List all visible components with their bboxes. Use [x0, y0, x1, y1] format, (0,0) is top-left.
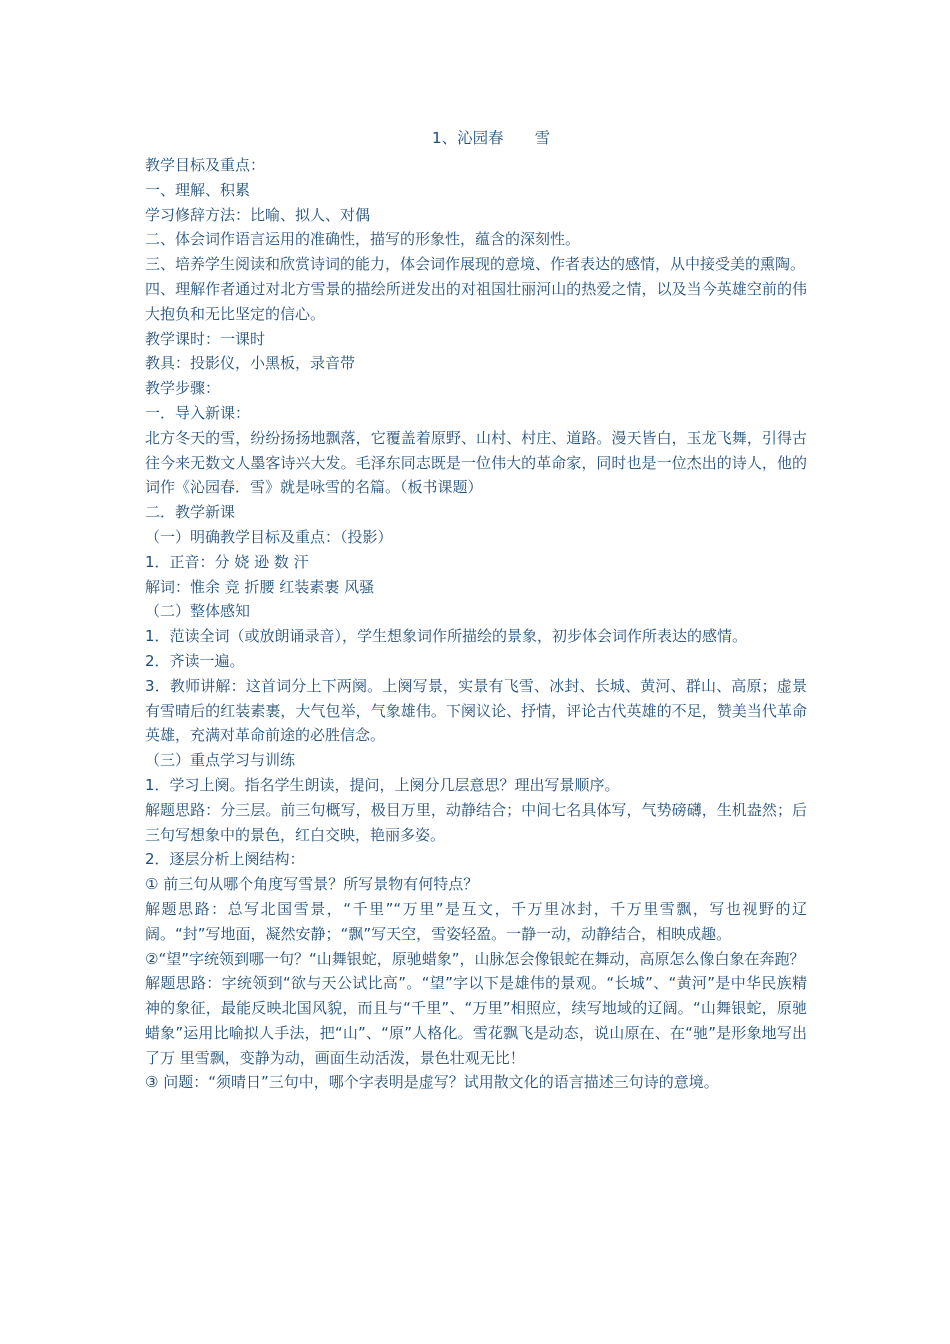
list-item: 1．学习上阕。指名学生朗读，提问，上阕分几层意思？理出写景顺序。 — [145, 775, 620, 794]
question-item: ②“望”字统领到哪一句？“山舞银蛇，原驰蜡象”，山脉怎会像银蛇在舞动，高原怎么像白象在奔跑？ — [145, 949, 805, 968]
pronunciation-item: 1．正音：分 娆 逊 数 汗 — [145, 552, 309, 571]
goal-item: 一、理解、积累 — [145, 180, 251, 199]
subsection-heading: （一）明确教学目标及重点：（投影） — [145, 527, 393, 546]
subsection-heading: （三）重点学习与训练 — [145, 751, 296, 770]
list-item: 2．齐读一遍。 — [145, 651, 245, 670]
answer-paragraph: 解题思路：分三层。前三句概写，极目万里，动静结合；中间七名具体写，气势磅礴，生机盎然；后三句写想象中的景色，红白交映，艳丽多姿。 — [145, 800, 807, 844]
vocabulary-item: 解词：惟余 竞 折腰 红装素裹 风骚 — [145, 577, 375, 596]
subsection-heading: （二）整体感知 — [145, 602, 251, 621]
intro-paragraph: 北方冬天的雪，纷纷扬扬地飘落，它覆盖着原野、山村、村庄、道路。漫天皆白，玉龙飞舞，引得古往今来无数文人墨客诗兴大发。毛泽东同志既是一位伟大的革命家，同时也是一位杰出的诗人，他的词作《沁园春．雪》就是咏雪的名篇。（板书课题） — [145, 428, 807, 497]
goal-detail: 学习修辞方法：比喻、拟人、对偶 — [145, 205, 371, 224]
list-item: 3．教师讲解：这首词分上下两阕。上阕写景，实景有飞雪、冰封、长城、黄河、群山、高原；虚景有雪晴后的红装素裹，大气包举，气象雄伟。下阕议论、抒情，评论古代英雄的不足，赞美当代革命英雄，充满对革命前途的必胜信念。 — [145, 676, 807, 745]
question-item: ① 前三句从哪个角度写雪景？所写景物有何特点？ — [145, 875, 479, 894]
section-heading: 教学步骤： — [145, 379, 221, 398]
teaching-aids: 教具：投影仪，小黑板，录音带 — [145, 354, 356, 373]
document-title: 1、沁园春 雪 — [431, 129, 551, 147]
question-item: ③ 问题：“须晴日”三句中，哪个字表明是虚写？试用散文化的语言描述三句诗的意境。 — [145, 1073, 719, 1092]
answer-paragraph: 解题思路：总写北国雪景，“千里”“万里”是互文，千万里冰封，千万里雪飘，写也视野的辽阔。“封”写地面，凝然安静；“飘”写天空，雪姿轻盈。一静一动，动静结合，相映成趣。 — [145, 899, 807, 943]
lesson-hours: 教学课时：一课时 — [145, 329, 266, 348]
document-body — [145, 125, 807, 1095]
answer-paragraph: 解题思路：字统领到“欲与天公试比高”。“望”字以下是雄伟的景观。“长城”、“黄河”是中华民族精神的象征，最能反映北国风貌，而且与“千里”、“万里”相照应，续写地域的辽阔。“山舞银蛇，原驰蜡象”运用比喻拟人手法，把“山”、“原”人格化。雪花飘飞是动态，说山原在、在“驰”是形象地写出了万 里雪飘，变静为动，画面生动活泼，景色壮观无比！ — [145, 974, 807, 1067]
goal-item: 四、理解作者通过对北方雪景的描绘所迸发出的对祖国壮丽河山的热爱之情，以及当今英雄空前的伟大抱负和无比坚定的信心。 — [145, 279, 807, 323]
goal-item: 三、培养学生阅读和欣赏诗词的能力，体会词作展现的意境、作者表达的感情，从中接受美的熏陶。 — [145, 255, 806, 274]
step-heading: 一．导入新课： — [145, 403, 251, 422]
list-item: 2．逐层分析上阕结构： — [145, 850, 305, 869]
list-item: 1．范读全词（或放朗诵录音），学生想象词作所描绘的景象，初步体会词作所表达的感情。 — [145, 627, 748, 646]
section-heading: 教学目标及重点： — [145, 156, 266, 174]
step-heading: 二．教学新课 — [145, 503, 236, 522]
goal-item: 二、体会词作语言运用的准确性，描写的形象性，蕴含的深刻性。 — [145, 230, 581, 249]
